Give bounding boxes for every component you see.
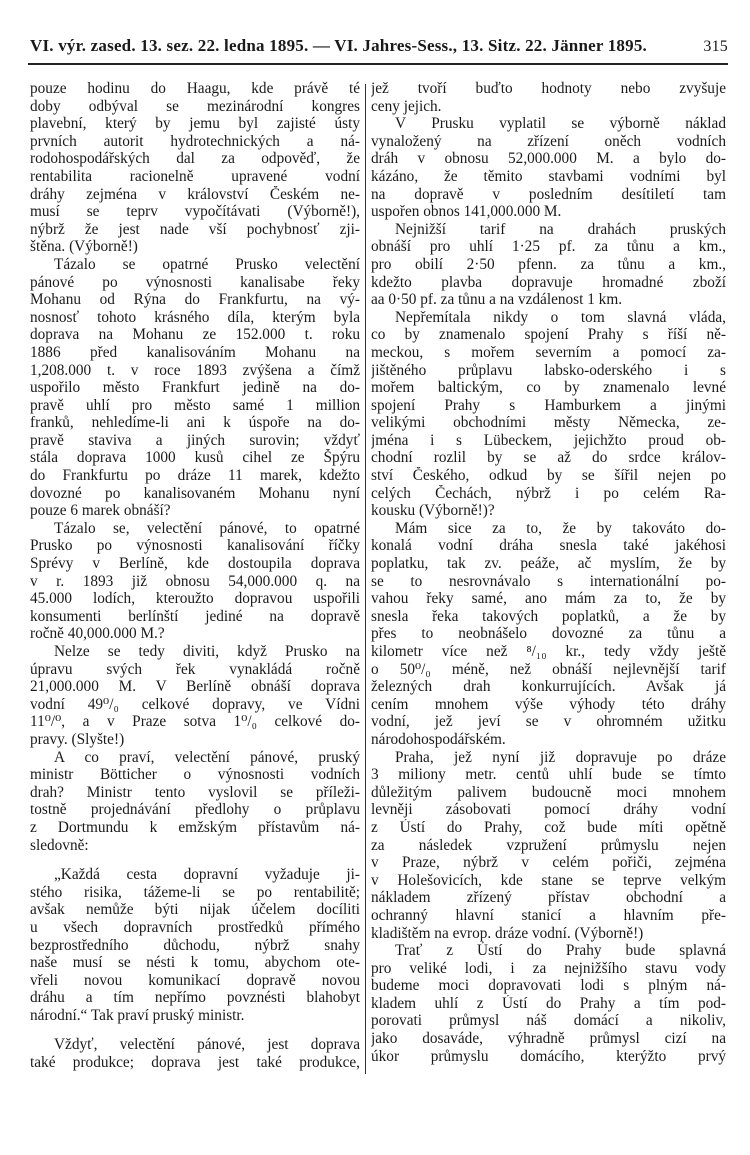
text-line: vřeli novou komunikací dopravě novou <box>30 971 360 989</box>
running-header <box>30 36 728 58</box>
text-line: kilometr více než ⁸/₁₀ kr., tedy vždy ještě <box>371 643 726 660</box>
text-line: vodní, jež jeví se v ohromném užitku <box>371 713 726 731</box>
text-line: nosnosť tohoto krásného díla, kterým byla <box>30 308 360 326</box>
text-line: v Holešovicích, kde stane se teprve velkým <box>371 871 726 889</box>
text-line: doby odbýval se mezinárodní kongres <box>30 97 360 115</box>
text-line: nýbrž že jest nade vší pochybnosť zji- <box>30 220 360 238</box>
text-line: železných drah konkurrujících. Avšak já <box>371 678 726 696</box>
text-line: 11⁰/⁰, a v Praze sotva 1⁰/₀ celkové do- <box>30 713 360 731</box>
text-line: konsumenti berlínští jediné na dopravě <box>30 607 360 625</box>
text-line: spojení Prahy s Hamburkem a jinými <box>371 396 726 414</box>
text-line: dovozné po kanalisovaném Mohanu nyní <box>30 484 360 502</box>
header-rule <box>28 63 728 65</box>
text-line: levněji zásobovati pomocí dráhy vodní <box>371 801 726 819</box>
text-line: pouze hodinu do Haagu, kde právě té <box>30 80 360 97</box>
text-line: na dopravě v posledním desítiletí tam <box>371 185 726 203</box>
text-line: ství Českého, odkud by se šířil nejen po <box>371 467 726 485</box>
text-line: bezprostředního důchodu, nýbrž snahy <box>30 936 360 954</box>
text-line: z Dortmundu k emžským přístavům ná- <box>30 818 360 836</box>
text-line: franků, nehledíme-li ani k úspoře na do- <box>30 414 360 432</box>
text-line: Tázalo se, velectění pánové, to opatrné <box>54 519 360 537</box>
text-line: ceny jejich. <box>371 97 442 115</box>
text-line: kousku (Výborně!)? <box>371 502 495 520</box>
text-line: Mohanu od Rýna do Frankfurtu, na vý- <box>30 291 360 309</box>
paragraph <box>30 80 360 256</box>
text-line: mořem baltickým, co by znamenalo levné <box>371 379 726 397</box>
text-line: porovati průmysl náš domácí a nikoliv, <box>371 1012 726 1030</box>
text-line: jména i s Lübeckem, jejichžto proud ob- <box>371 431 726 449</box>
paragraph <box>30 256 360 520</box>
text-line: jištěného průplavu labsko-oderského i s <box>371 361 726 379</box>
text-line: do Frankfurtu po dráze 11 marek, kdežto <box>30 467 360 485</box>
text-line: ministr Bötticher o výnosnosti vodních <box>30 766 360 784</box>
text-line: dráh v obnosu 52,000.000 M. a bylo do- <box>371 150 726 168</box>
text-line: uspořen obnos 141,000.000 M. <box>371 203 562 221</box>
text-line: avšak nemůže býti nijak účelem docíliti <box>30 901 360 919</box>
paragraph <box>371 749 726 943</box>
text-line: jako dosaváde, výhradně průmysl cizí na <box>371 1030 726 1048</box>
text-line: velikými obchodními městy Německa, ze- <box>371 414 726 432</box>
text-line: za následek vzpružení průmyslu nejen <box>371 836 726 854</box>
text-line: kladem uhlí z Ústí do Prahy a tím pod- <box>371 994 726 1012</box>
text-line: 3 miliony metr. centů uhlí bude se tímto <box>371 766 726 784</box>
paragraph <box>30 866 360 1024</box>
paragraph <box>30 643 360 749</box>
text-line: dráhy zejména v království Českém ne- <box>30 185 360 203</box>
text-line: jež tvoří buďto hodnoty nebo zvyšuje <box>371 80 726 97</box>
text-line: uspořilo město Frankfurt jedině na do- <box>30 379 360 397</box>
text-line: pravě staviva a jiných surovin; vždyť <box>30 431 360 449</box>
text-column-right <box>371 80 726 1065</box>
text-line: tostně projednávání předlohy o průplavu <box>30 801 360 819</box>
text-line: Mám sice za to, že by takováto do- <box>395 519 726 537</box>
text-line: V Prusku vyplatil se výborně náklad <box>395 115 726 133</box>
text-line: naše musí se nésti k tomu, abychom ote- <box>30 954 360 972</box>
text-line: budeme moci dopravovati lodi s plným ná- <box>371 977 726 995</box>
text-line: doprava na Mohanu ze 152.000 t. roku <box>30 326 360 344</box>
text-line: co by znamenalo spojení Prahy s říší ně- <box>371 326 726 344</box>
text-line: konalá vodní dráha snesla také jakéhosi <box>371 537 726 555</box>
text-line: 21,000.000 M. V Berlíně obnáší doprava <box>30 678 360 696</box>
column-divider <box>365 84 366 1074</box>
text-line: plavební, který by jemu byl zajisté ústy <box>30 115 360 133</box>
text-line: ročně 40,000.000 M.? <box>30 625 165 643</box>
paragraph <box>30 520 360 643</box>
text-line: prvních autorit hydrotechnických a ná- <box>30 132 360 150</box>
paragraph <box>30 1036 360 1071</box>
text-line: celých Čechách, nýbrž i po celém Ra- <box>371 484 726 502</box>
text-line: stého risika, tážeme-li se po rentabilitě; <box>30 883 360 901</box>
text-line: Nelze se tedy diviti, když Prusko na <box>54 643 360 660</box>
text-column-left <box>30 80 360 1072</box>
text-line: pouze 6 marek obnáší? <box>30 502 171 520</box>
paragraph <box>371 520 726 749</box>
text-line: rodohospodářských dal za odpověď, že <box>30 150 360 168</box>
text-line: Nepřemítala nikdy o tom slavná vláda, <box>395 308 726 326</box>
paragraph <box>371 80 726 115</box>
text-line: obnáší pro uhlí 1·25 pf. za tůnu a km., <box>371 238 726 256</box>
text-line: Sprévy v Berlíně, kde dostoupila doprava <box>30 555 360 573</box>
text-line: Nejnižší tarif na drahách pruských <box>395 220 726 238</box>
text-line: pánové po výnosnosti kanalisabe řeky <box>30 273 360 291</box>
text-line: štěna. (Výborně!) <box>30 238 138 256</box>
text-line: vodní 49⁰/₀ celkové dopravy, ve Vídni <box>30 695 360 713</box>
text-line: „Každá cesta dopravní vyžaduje ji- <box>54 866 360 884</box>
text-line: z Ústí do Prahy, což bude míti opětně <box>371 818 726 836</box>
text-line: A co praví, velectění pánové, pruský <box>54 748 360 766</box>
text-line: Tázalo se opatrné Prusko velectění <box>54 255 360 273</box>
text-line: vahou řeky samé, ano mám za to, že by <box>371 590 726 608</box>
text-line: Praha, jež nyní již dopravuje po dráze <box>395 748 726 766</box>
text-line: o 50⁰/₀ méně, než obnáší nejlevnější tarif <box>371 660 726 678</box>
text-line: přes to neobnášelo dovozné za tůnu a <box>371 625 726 643</box>
text-line: cením mnohem výše výhody této dráhy <box>371 695 726 713</box>
text-line: dráhu a tím nepřímo povznésti blahobyt <box>30 989 360 1007</box>
text-line: pravy. (Slyšte!) <box>30 730 125 748</box>
paragraph <box>371 221 726 309</box>
text-line: úkor průmyslu domácího, kterýžto prvý <box>371 1047 726 1065</box>
text-line: meckou, s mořem severním a pomocí za- <box>371 343 726 361</box>
text-line: u všech dopravních prostředků přímého <box>30 918 360 936</box>
text-line: v r. 1893 již obnosu 54,000.000 q. na <box>30 572 360 590</box>
text-line: vynaložený na zřízení oněch vodních <box>371 132 726 150</box>
text-line: Prusko po výnosnosti kanalisování říčky <box>30 537 360 555</box>
text-line: národní.“ Tak praví pruský ministr. <box>30 1006 245 1024</box>
text-line: ochranný hlavní stanicí a hlavním pře- <box>371 906 726 924</box>
text-line: chodní rozlil by se až do srdce králov- <box>371 449 726 467</box>
text-line: pro obilí 2·50 pfenn. za tůnu a km., <box>371 255 726 273</box>
text-line: také produkce; doprava jest také produkce, <box>30 1054 360 1072</box>
paragraph <box>371 309 726 520</box>
text-line: v Praze, nýbrž v celém pořiči, zejména <box>371 854 726 872</box>
text-line: kdežto plavba dopravuje hromadné zboží <box>371 273 726 291</box>
page-number: 315 <box>703 38 728 55</box>
text-line: 45.000 lodích, kteroužto dopravou uspořili <box>30 590 360 608</box>
header-title: VI. výr. zased. 13. sez. 22. ledna 1895. — VI. Jahres-Sess., 13. Sitz. 22. Jänner 1895. <box>30 36 647 55</box>
text-line: Trať z Ústí do Prahy bude splavná <box>395 942 726 960</box>
text-line: musí se teprv vypočítávati (Výborně!), <box>30 203 360 221</box>
text-line: kladištěm na evrop. dráze vodní. (Výborně!) <box>371 924 644 942</box>
text-line: nákladem zřízený přístav obchodní a <box>371 889 726 907</box>
text-line: kázáno, že těmito stavbami vodními byl <box>371 167 726 185</box>
text-line: aa 0·50 pf. za tůnu a na vzdálenost 1 km. <box>371 291 623 309</box>
text-line: pro veliké lodi, i za nejnižšího stavu vody <box>371 959 726 977</box>
text-line: 1,208.000 t. v roce 1893 zvýšena a čímž <box>30 361 360 379</box>
text-line: 1886 před kanalisováním Mohanu na <box>30 343 360 361</box>
paragraph <box>30 749 360 855</box>
text-line: rentabilita racionelně upravené vodní <box>30 167 360 185</box>
paragraph <box>371 942 726 1065</box>
text-line: se to nesrovnávalo s internationální po- <box>371 572 726 590</box>
text-line: stála doprava 1000 kusů cihel ze Špýru <box>30 449 360 467</box>
text-line: úpravu svých řek vynakládá ročně <box>30 660 360 678</box>
text-line: Vždyť, velectění pánové, jest doprava <box>54 1036 360 1054</box>
text-line: drah? Ministr tento vyslovil se příleži- <box>30 783 360 801</box>
text-line: národohospodářském. <box>371 730 506 748</box>
text-line: sledovně: <box>30 836 89 854</box>
text-line: snesla řeka takových poplatků, a že by <box>371 607 726 625</box>
text-line: důležitým palivem budoucně moci mnohem <box>371 783 726 801</box>
text-line: poplatku, tak zv. peáže, ač myslím, že by <box>371 555 726 573</box>
text-line: pravě uhlí pro město samé 1 million <box>30 396 360 414</box>
paragraph <box>371 115 726 221</box>
